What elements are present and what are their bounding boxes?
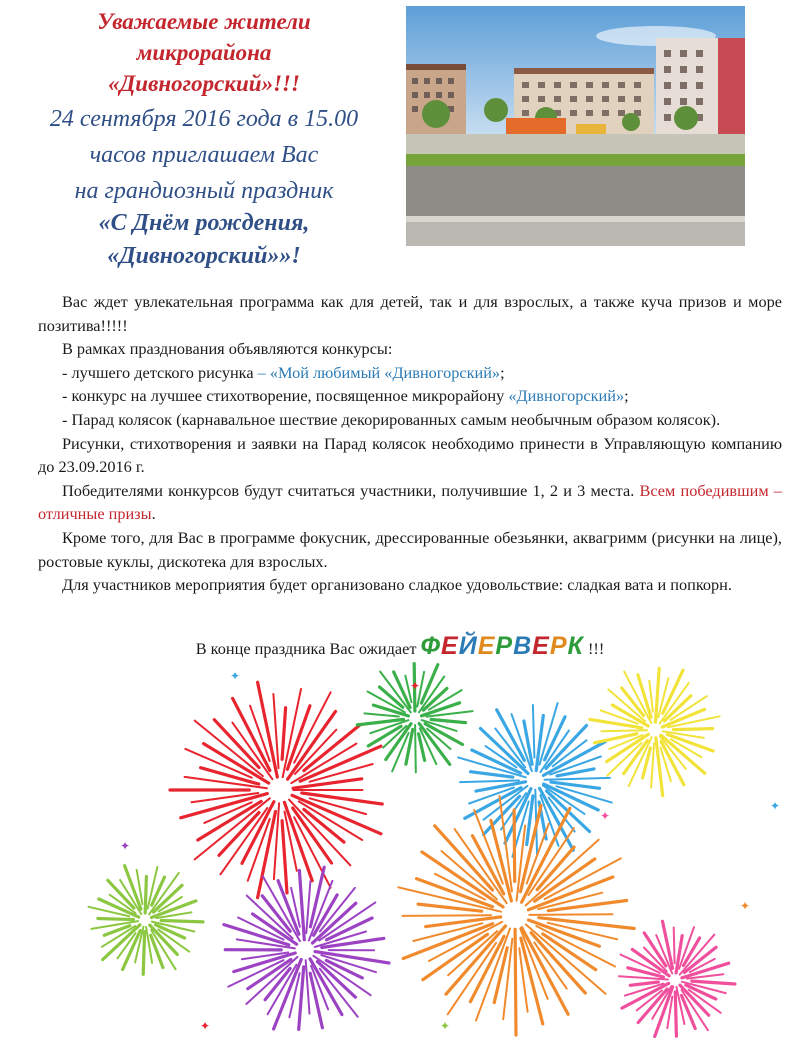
program-description [38, 290, 782, 597]
fireworks-word-letter: Е [532, 632, 550, 660]
contest-item-poem-suffix: ; [624, 386, 629, 406]
sparkle-icon: ✦ [770, 799, 780, 813]
contest-item-drawing-prefix: - лучшего детского рисунка [62, 362, 258, 382]
sparkle-icon: ✦ [410, 679, 421, 693]
finale-suffix: !!! [583, 639, 605, 658]
event-name-line-1: «С Днём рождения, [98, 210, 310, 236]
event-name-line-2: «Дивногорский»»! [107, 243, 301, 269]
sparkle-icon: ✦ [740, 899, 751, 913]
contests-heading: В рамках празднования объявляются конкурсы: [62, 339, 393, 359]
winners-paragraph [38, 479, 782, 526]
firework-burst [89, 866, 204, 975]
sparkle-icon: ✦ [200, 1019, 211, 1033]
fireworks-word [421, 632, 584, 660]
firework-burst [398, 796, 634, 1035]
fireworks-word-letter: Ф [420, 632, 442, 660]
invite-line-3: на грандиозный праздник [74, 178, 334, 204]
sparkle-icon: ✦ [230, 669, 241, 683]
intro-paragraph: Вас ждет увлекательная программа как для детей, так и для взрослых, а также куча призов и море позитива!!!!! [38, 292, 782, 335]
firework-burst [170, 682, 382, 897]
sparkle-icon: ✦ [600, 809, 611, 823]
winners-suffix: . [151, 504, 156, 524]
contest-item-poem-prefix: - конкурс на лучшее стихотворение, посвященное микрорайону [62, 386, 509, 406]
fireworks-word-letter: К [567, 632, 584, 660]
winners-text: Победителями конкурсов будут считаться участники, получившие 1, 2 и 3 места. [62, 480, 640, 500]
greeting-line-1: Уважаемые жители [97, 9, 311, 34]
invitation-header [14, 6, 394, 273]
contest-item-poem-title: «Дивногорский» [508, 386, 625, 406]
prizes-text: Всем победившим – отличные призы [38, 480, 782, 524]
contest-item-drawing-suffix: ; [500, 362, 505, 382]
submission-paragraph: Рисунки, стихотворения и заявки на Парад колясок необходимо принести в Управляющую компанию до 23.09.2016 г. [38, 433, 782, 477]
district-photo [406, 6, 745, 246]
contest-item-poem [38, 384, 782, 408]
finale-prefix: В конце праздника Вас ожидает [195, 639, 421, 658]
fireworks-word-letter: Р [495, 632, 514, 660]
sparkle-icon: ✦ [120, 839, 131, 853]
fireworks-word-letter: Й [458, 632, 478, 660]
greeting-line-2: микрорайона [136, 40, 272, 65]
invite-line-1: 24 сентября 2016 года в 15.00 [49, 106, 359, 132]
fireworks-illustration [80, 660, 780, 1050]
firework-burst [619, 921, 735, 1036]
entertainment-paragraph: Кроме того, для Вас в программе фокусник, дрессированные обезьянки, аквагримм (рисунки на лице), ростовые куклы, дискотека для взрослых. [38, 527, 782, 571]
invite-line-2: часов приглашаем Вас [89, 142, 319, 168]
contest-item-drawing [38, 361, 782, 385]
firework-burst [590, 668, 720, 795]
firework-burst [224, 867, 389, 1029]
finale-line [0, 632, 800, 661]
contest-item-parade: - Парад колясок (карнавальное шествие декорированных самым необычным образом колясок). [62, 409, 721, 429]
fireworks-word-letter: Е [477, 632, 496, 660]
treats-paragraph: Для участников мероприятия будет организовано сладкое удовольствие: сладкая вата и попкорн. [62, 575, 732, 595]
fireworks-word-letter: Р [549, 632, 568, 660]
fireworks-word-letter: В [513, 632, 533, 660]
greeting-line-3: «Дивногорский»!!! [108, 71, 300, 96]
contest-item-drawing-title: – «Мой любимый «Дивногорский» [257, 362, 501, 382]
fireworks-word-letter: Е [441, 632, 459, 660]
sparkle-icon: ✦ [440, 1019, 451, 1033]
